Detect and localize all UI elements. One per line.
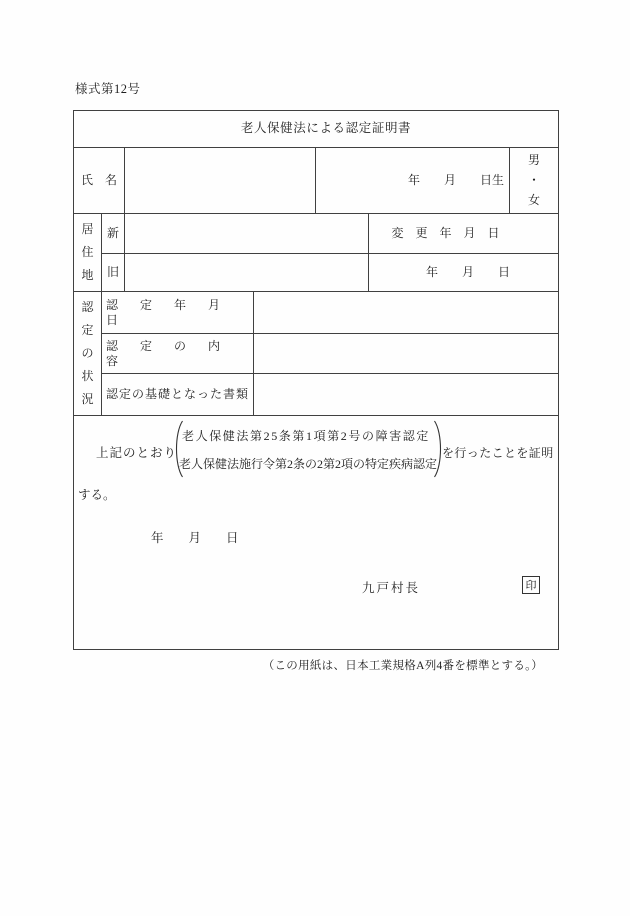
form-number: 様式第12号 <box>75 82 141 96</box>
residence-label-char: 居 <box>81 222 94 236</box>
birth-date-cell: 年 月 日生 <box>316 148 510 214</box>
mayor-signature: 九戸村長 <box>362 581 421 595</box>
table-title: 老人保健法による認定証明書 <box>74 111 558 148</box>
seal-mark: 印 <box>525 580 537 592</box>
cert-status-char: 状 <box>81 369 94 383</box>
statement-suffix: を行ったことを証明 <box>442 446 554 460</box>
cert-status-char: の <box>81 346 94 360</box>
cert-date-label-cell: 認 定 年 月 日 <box>102 292 254 334</box>
residence-old-input-cell <box>125 254 369 292</box>
residence-new-label: 新 <box>102 214 125 254</box>
sex-dot: ・ <box>527 173 540 187</box>
residence-label-char: 地 <box>81 268 94 282</box>
certificate-table <box>73 110 559 650</box>
residence-change-date-cell: 変 更 年 月 日 <box>369 214 558 254</box>
cert-documents-label-cell: 認定の基礎となった書類 <box>102 374 254 416</box>
statement-continuation: する。 <box>78 488 116 502</box>
cert-documents-value-cell <box>254 374 558 416</box>
cert-content-value-cell <box>254 334 558 374</box>
residence-old-date-cell: 年 月 日 <box>369 254 558 292</box>
residence-label-char: 住 <box>81 245 94 259</box>
name-input-cell <box>125 148 316 214</box>
cert-status-char: 況 <box>81 392 94 406</box>
sex-male-label: 男 <box>527 153 540 167</box>
sex-cell <box>510 148 558 214</box>
cert-status-char: 定 <box>81 323 94 337</box>
name-label-cell: 氏 名 <box>74 148 125 214</box>
issue-date-line: 年 月 日 <box>151 531 239 545</box>
residence-new-input-cell <box>125 214 369 254</box>
statement-option-1: 老人保健法第25条第1項第2号の障害認定 <box>182 429 431 443</box>
paper-size-note: （この用紙は、日本工業規格A列4番を標準とする。） <box>262 660 543 672</box>
seal-box <box>522 576 540 594</box>
residence-label-cell <box>74 214 102 292</box>
cert-content-label-cell: 認 定 の 内 容 <box>102 334 254 374</box>
residence-old-label: 旧 <box>102 254 125 292</box>
cert-status-char: 認 <box>81 300 94 314</box>
statement-cell <box>74 416 558 649</box>
certification-status-label-cell <box>74 292 102 416</box>
sex-female-label: 女 <box>527 193 540 207</box>
cert-date-value-cell <box>254 292 558 334</box>
statement-option-2: 老人保健法施行令第2条の2第2項の特定疾病認定 <box>179 457 438 471</box>
statement-prefix: 上記のとおり <box>96 446 178 460</box>
